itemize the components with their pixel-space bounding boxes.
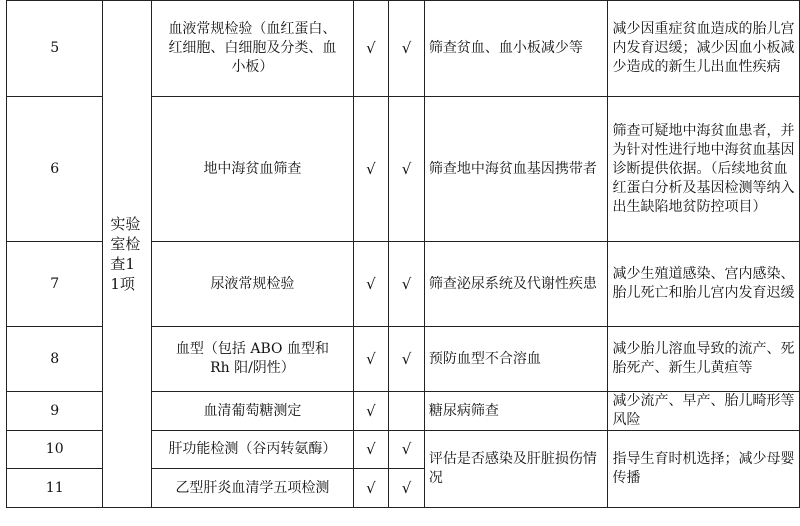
check-mark: √ xyxy=(353,469,389,508)
benefit-cell-merged: 指导生育时机选择；减少母婴传播 xyxy=(608,431,800,508)
item-cell xyxy=(152,97,353,242)
purpose-cell-merged: 评估是否感染及肝脏损伤情况 xyxy=(424,431,608,508)
check-mark: √ xyxy=(353,1,389,97)
row-number: 6 xyxy=(7,97,103,242)
item-cell xyxy=(152,327,353,392)
item-name: 血液常规检验（血红蛋白、红细胞、白细胞及分类、血小板） xyxy=(168,21,337,75)
item-name: 肝功能检测（谷丙转氨酶） xyxy=(168,441,337,457)
check-mark: √ xyxy=(353,242,389,327)
item-name: 尿液常规检验 xyxy=(210,275,295,292)
item-cell xyxy=(152,242,353,327)
row-number: 11 xyxy=(7,469,103,508)
check-mark: √ xyxy=(389,97,425,242)
row-number: 10 xyxy=(7,431,103,469)
item-name: 血清葡萄糖测定 xyxy=(203,402,302,419)
check-mark: √ xyxy=(389,327,425,392)
check-mark: √ xyxy=(389,469,425,508)
benefit-cell: 筛查可疑地中海贫血患者，并为针对性进行地中海贫血基因诊断提供依据。（后续地贫血红蛋白分析及基因检测等纳入出生缺陷地贫防控项目） xyxy=(608,97,800,242)
check-mark: √ xyxy=(389,242,425,327)
category-label: 实验室检查11项 xyxy=(110,214,141,293)
row-number: 5 xyxy=(7,1,103,97)
check-mark: √ xyxy=(389,431,425,469)
item-cell xyxy=(152,1,353,97)
item-cell xyxy=(152,469,353,508)
item-cell xyxy=(152,431,353,469)
purpose-cell: 预防血型不合溶血 xyxy=(424,327,608,392)
item-name: 地中海贫血筛查 xyxy=(203,160,302,177)
benefit-cell: 减少流产、早产、胎儿畸形等风险 xyxy=(608,392,800,431)
check-mark-empty xyxy=(389,392,425,431)
check-mark: √ xyxy=(353,392,389,431)
row-number: 9 xyxy=(7,392,103,431)
purpose-cell: 筛查泌尿系统及代谢性疾患 xyxy=(424,242,608,327)
row-number: 7 xyxy=(7,242,103,327)
table-row xyxy=(7,1,800,97)
benefit-cell: 减少胎儿溶血导致的流产、死胎死产、新生儿黄疸等 xyxy=(608,327,800,392)
item-name: 乙型肝炎血清学五项检测 xyxy=(175,479,330,496)
benefit-cell: 减少生殖道感染、宫内感染、胎儿死亡和胎儿宫内发育迟缓 xyxy=(608,242,800,327)
purpose-cell: 糖尿病筛查 xyxy=(424,392,608,431)
screening-table xyxy=(6,0,800,508)
category-cell xyxy=(103,1,152,508)
row-number: 8 xyxy=(7,327,103,392)
check-mark: √ xyxy=(353,327,389,392)
item-name: 血型（包括 ABO 血型和 Rh 阳/阴性） xyxy=(175,341,329,376)
purpose-cell: 筛查贫血、血小板减少等 xyxy=(424,1,608,97)
benefit-cell: 减少因重症贫血造成的胎儿宫内发育迟缓；减少因血小板减少造成的新生儿出血性疾病 xyxy=(608,1,800,97)
check-mark: √ xyxy=(353,431,389,469)
item-cell xyxy=(152,392,353,431)
check-mark: √ xyxy=(353,97,389,242)
check-mark: √ xyxy=(389,1,425,97)
purpose-cell: 筛查地中海贫血基因携带者 xyxy=(424,97,608,242)
